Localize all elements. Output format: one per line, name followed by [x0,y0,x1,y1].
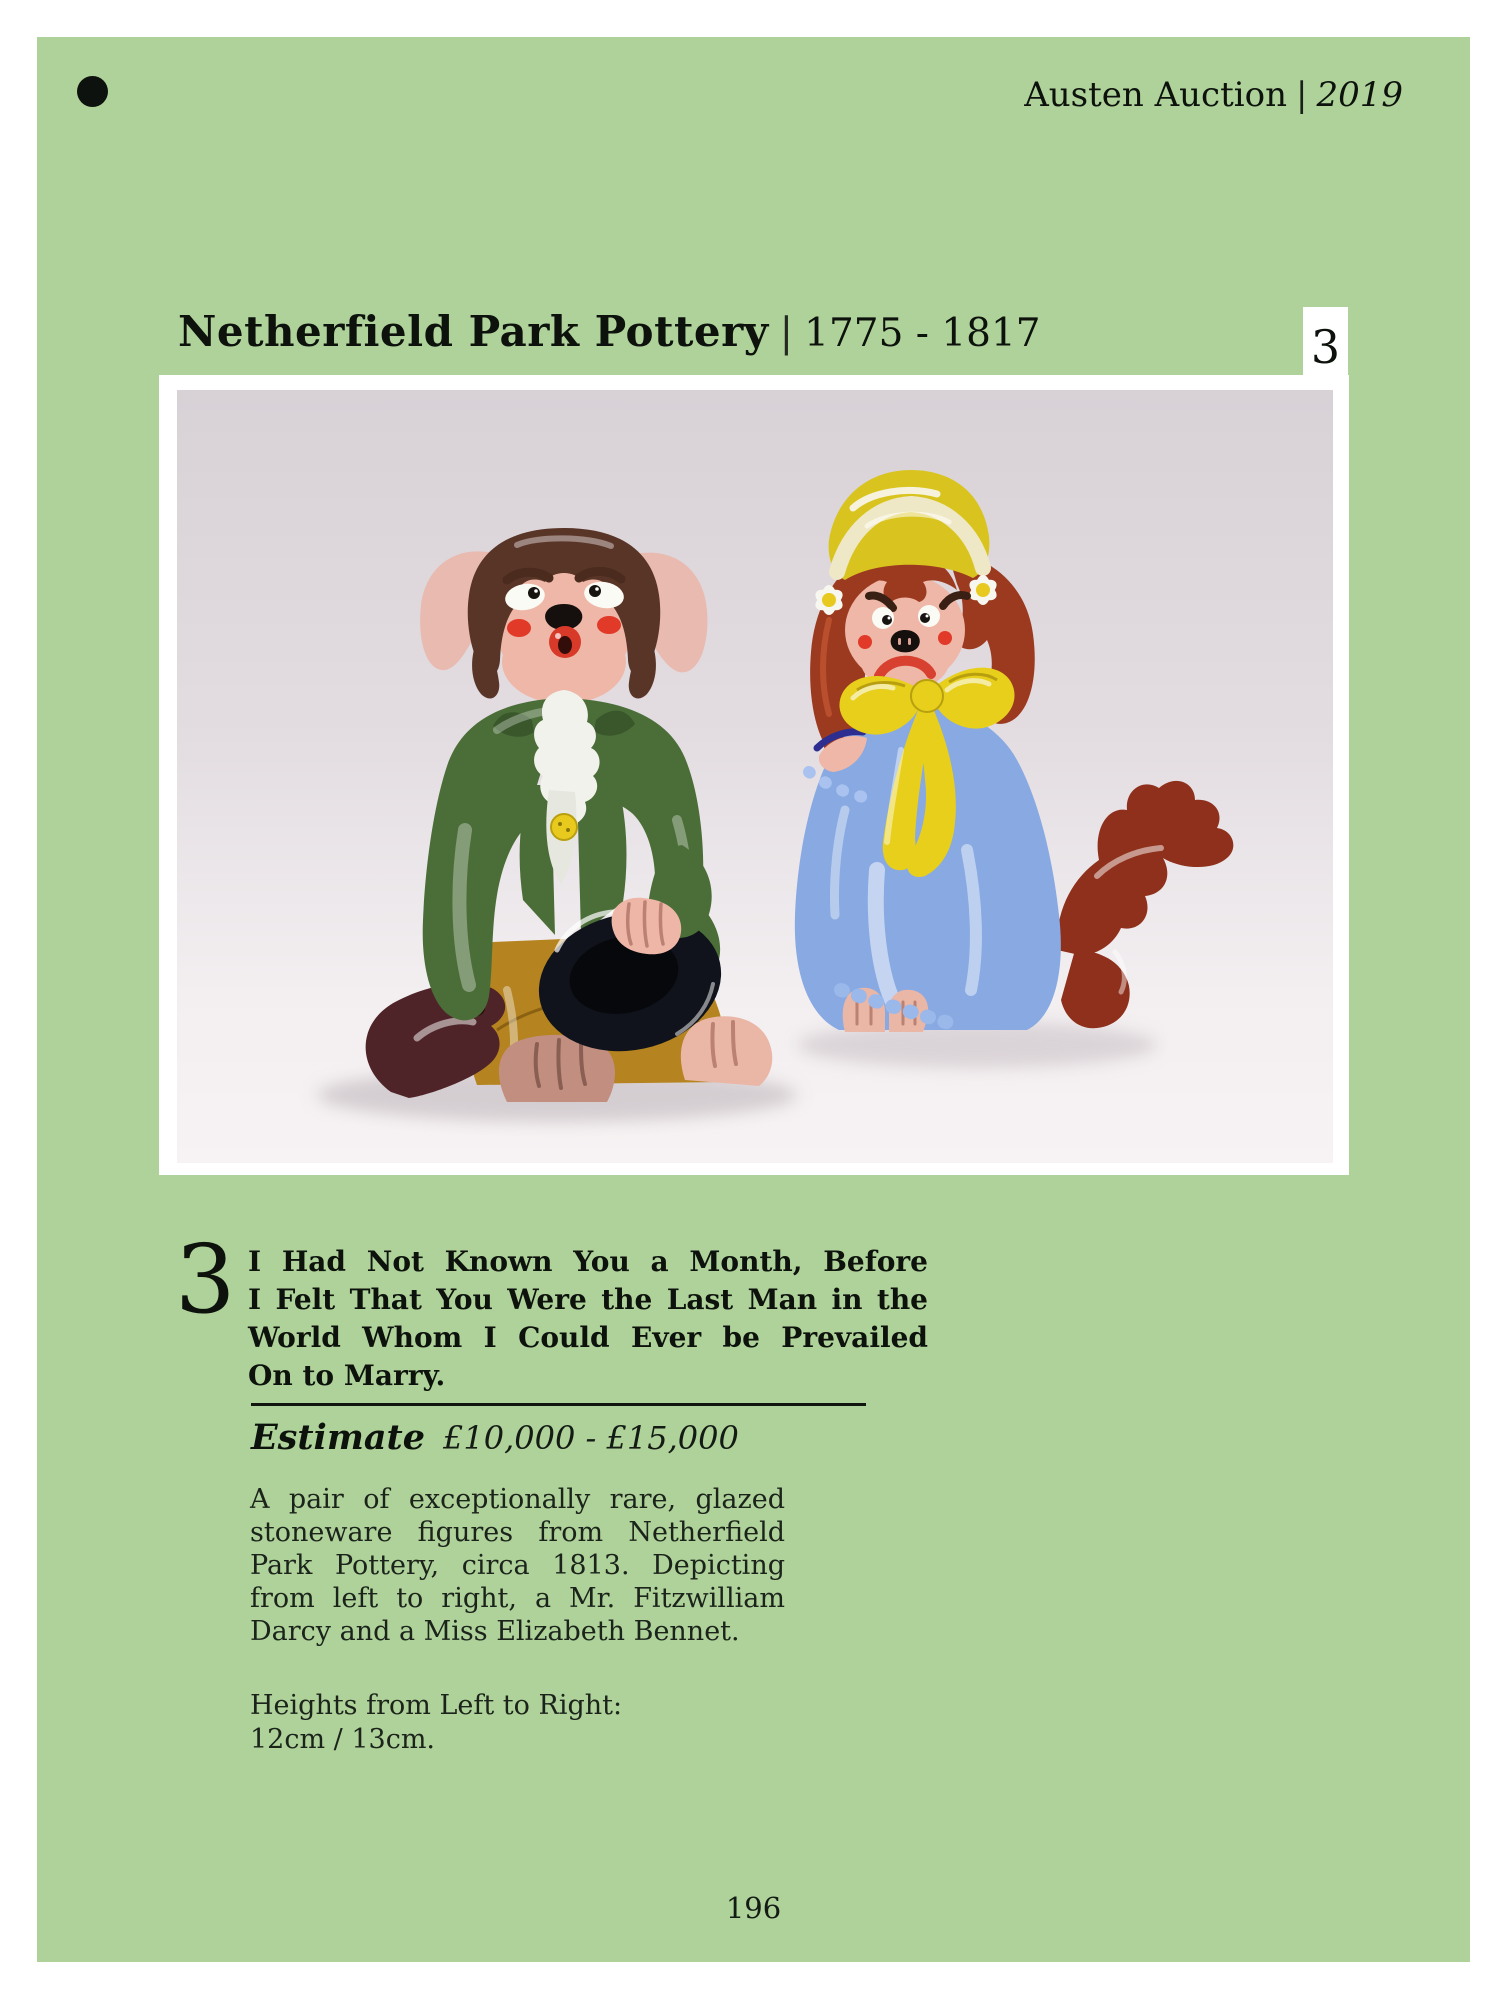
lot-number-tab [1303,307,1348,376]
text-line: Darcy and a Miss Elizabeth Bennet. [250,1616,740,1647]
text-line: stoneware figures from Netherfield [250,1517,785,1548]
text-line: I Felt That You Were the Last Man in the [248,1283,928,1316]
darcy-button [551,814,577,840]
text-line: World Whom I Could Ever be Prevailed [248,1321,928,1354]
lot-photo-illustration [177,390,1333,1163]
lot-number-numeral: 3 [175,1225,236,1335]
date-range: 1775 - 1817 [804,311,1041,356]
header-divider: | [1296,75,1308,115]
estimate-row [251,1417,739,1458]
text-line: 12cm / 13cm. [250,1724,436,1755]
catalog-header [1024,75,1403,115]
lot-quote [248,1243,928,1395]
text-line: I Had Not Known You a Month, Before [248,1245,928,1278]
lot-heights [250,1689,785,1757]
lot-tab-numeral: 3 [1310,320,1341,374]
page-sheet [37,37,1470,1962]
text-line: from left to right, a Mr. Fitzwilliam [250,1583,785,1614]
title-divider: | [779,310,794,356]
estimate-label: Estimate [251,1417,425,1458]
lot-photo [177,390,1333,1163]
section-rule [251,1403,866,1406]
text-line: Heights from Left to Right: [250,1690,623,1721]
pottery-name: Netherfield Park Pottery [178,307,769,356]
registration-dot-icon [77,76,108,107]
text-line: A pair of exceptionally rare, glazed [250,1484,785,1515]
lot-description [250,1483,785,1648]
lot-photo-frame [159,375,1349,1175]
estimate-value: £10,000 - £15,000 [443,1419,739,1457]
text-line: On to Marry. [248,1359,446,1392]
brand-name: Austen Auction [1024,75,1287,115]
text-line: Park Pottery, circa 1813. Depicting [250,1550,785,1581]
page-number: 196 [725,1891,782,1925]
section-title-row [178,307,1041,356]
edition-year: 2019 [1316,75,1403,115]
